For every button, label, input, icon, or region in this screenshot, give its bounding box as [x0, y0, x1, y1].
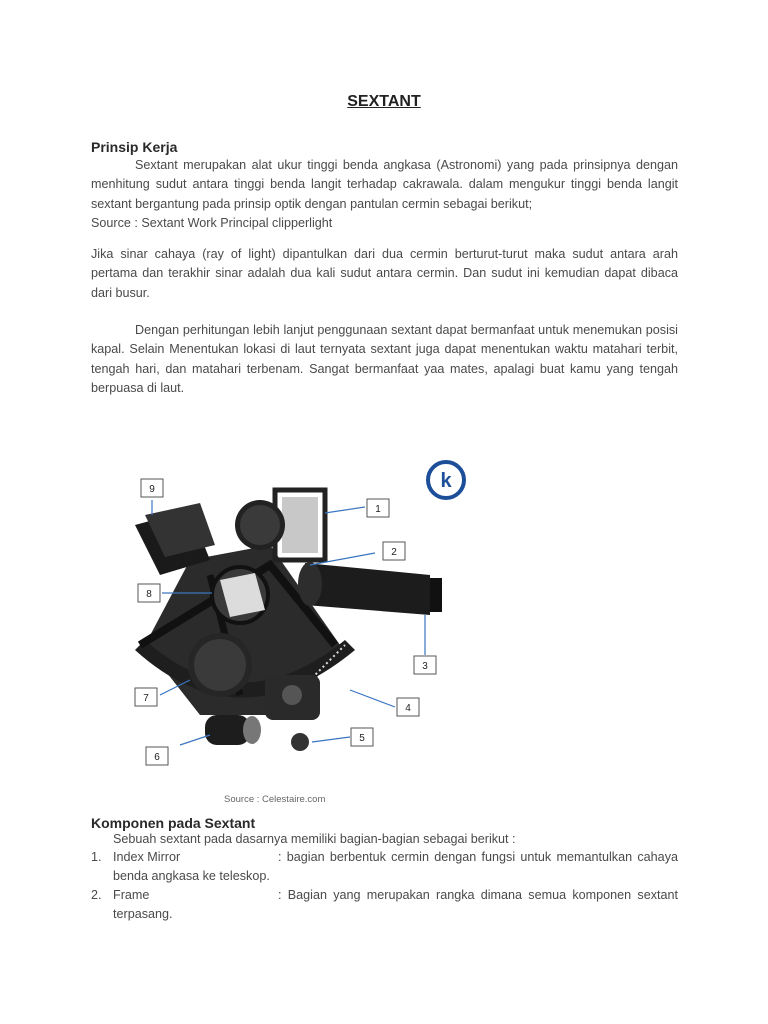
- section-heading-prinsip-kerja: Prinsip Kerja: [91, 139, 178, 155]
- list-item-term: Index Mirror: [113, 850, 181, 864]
- callout-text-9: 9: [149, 484, 155, 495]
- paragraph-intro: [91, 156, 678, 233]
- page-title: SEXTANT: [347, 93, 421, 110]
- callout-label-8: [138, 584, 160, 602]
- paragraph-reflection: Jika sinar cahaya (ray of light) dipantulkan dari dua cermin berturut-turut maka sudut antara arah pertama dan terakhir sinar adalah dua kali sudut antara cermin. Dan sudut ini kemudian dapat dibaca dari busur.: [91, 247, 678, 300]
- components-intro: Sebuah sextant pada dasarnya memiliki bagian-bagian sebagai berikut :: [113, 832, 516, 846]
- source-line: Source : Sextant Work Principal clipperlight: [91, 215, 333, 230]
- callout-text-3: 3: [422, 661, 428, 672]
- callout-text-8: 8: [146, 589, 152, 600]
- sextant-figure: [90, 445, 470, 785]
- list-item: [91, 886, 678, 924]
- callout-label-4: [397, 698, 419, 716]
- figure-caption: Source : Celestaire.com: [224, 794, 326, 805]
- paragraph-usage: Dengan perhitungan lebih lanjut penggunaan sextant dapat bermanfaat untuk menemukan posisi kapal. Selain Menentukan lokasi di laut ternyata sextant juga dapat menentukan waktu matahari terbit, tengah hari, dan matahari terbenam. Sangat bermanfaat yaa mates, apalagi buat kamu yang tengah berpuasa di laut.: [91, 323, 678, 395]
- list-item-term: Frame: [113, 888, 150, 902]
- callout-label-1: [367, 499, 389, 517]
- list-item-desc: : Bagian yang merupakan rangka dimana semua komponen sextant terpasang.: [113, 888, 678, 921]
- list-item-number: 2.: [91, 888, 102, 902]
- callout-text-2: 2: [391, 547, 397, 558]
- paragraph-intro-text: Sextant merupakan alat ukur tinggi benda angkasa (Astronomi) yang pada prinsipnya dengan menhitung sudut antara tinggi benda langit terhadap cakrawala. dalam mengukur tinggi benda langit sextant bergantung pada prinsip optik dengan pantulan cermin sebagai berikut;: [91, 158, 678, 211]
- sextant-illustration: [90, 445, 470, 785]
- sextant-body: [135, 490, 442, 751]
- list-item-desc: : bagian berbentuk cermin dengan fungsi untuk memantulkan cahaya benda angkasa ke teleskop.: [113, 850, 678, 883]
- callout-text-4: 4: [405, 703, 411, 714]
- components-list: [91, 848, 678, 924]
- celestaire-logo-icon: [428, 462, 464, 498]
- callout-text-1: 1: [375, 504, 381, 515]
- callout-label-6: [146, 747, 168, 765]
- callout-label-2: [383, 542, 405, 560]
- callout-text-5: 5: [359, 733, 365, 744]
- callout-label-9: [141, 479, 163, 497]
- section-heading-komponen: Komponen pada Sextant: [91, 815, 256, 831]
- callout-label-5: [351, 728, 373, 746]
- list-item: [91, 848, 678, 886]
- callout-text-7: 7: [143, 693, 149, 704]
- callout-label-3: [414, 656, 436, 674]
- callout-label-7: [135, 688, 157, 706]
- list-item-number: 1.: [91, 850, 102, 864]
- logo-glyph: k: [440, 470, 452, 492]
- callout-text-6: 6: [154, 752, 160, 763]
